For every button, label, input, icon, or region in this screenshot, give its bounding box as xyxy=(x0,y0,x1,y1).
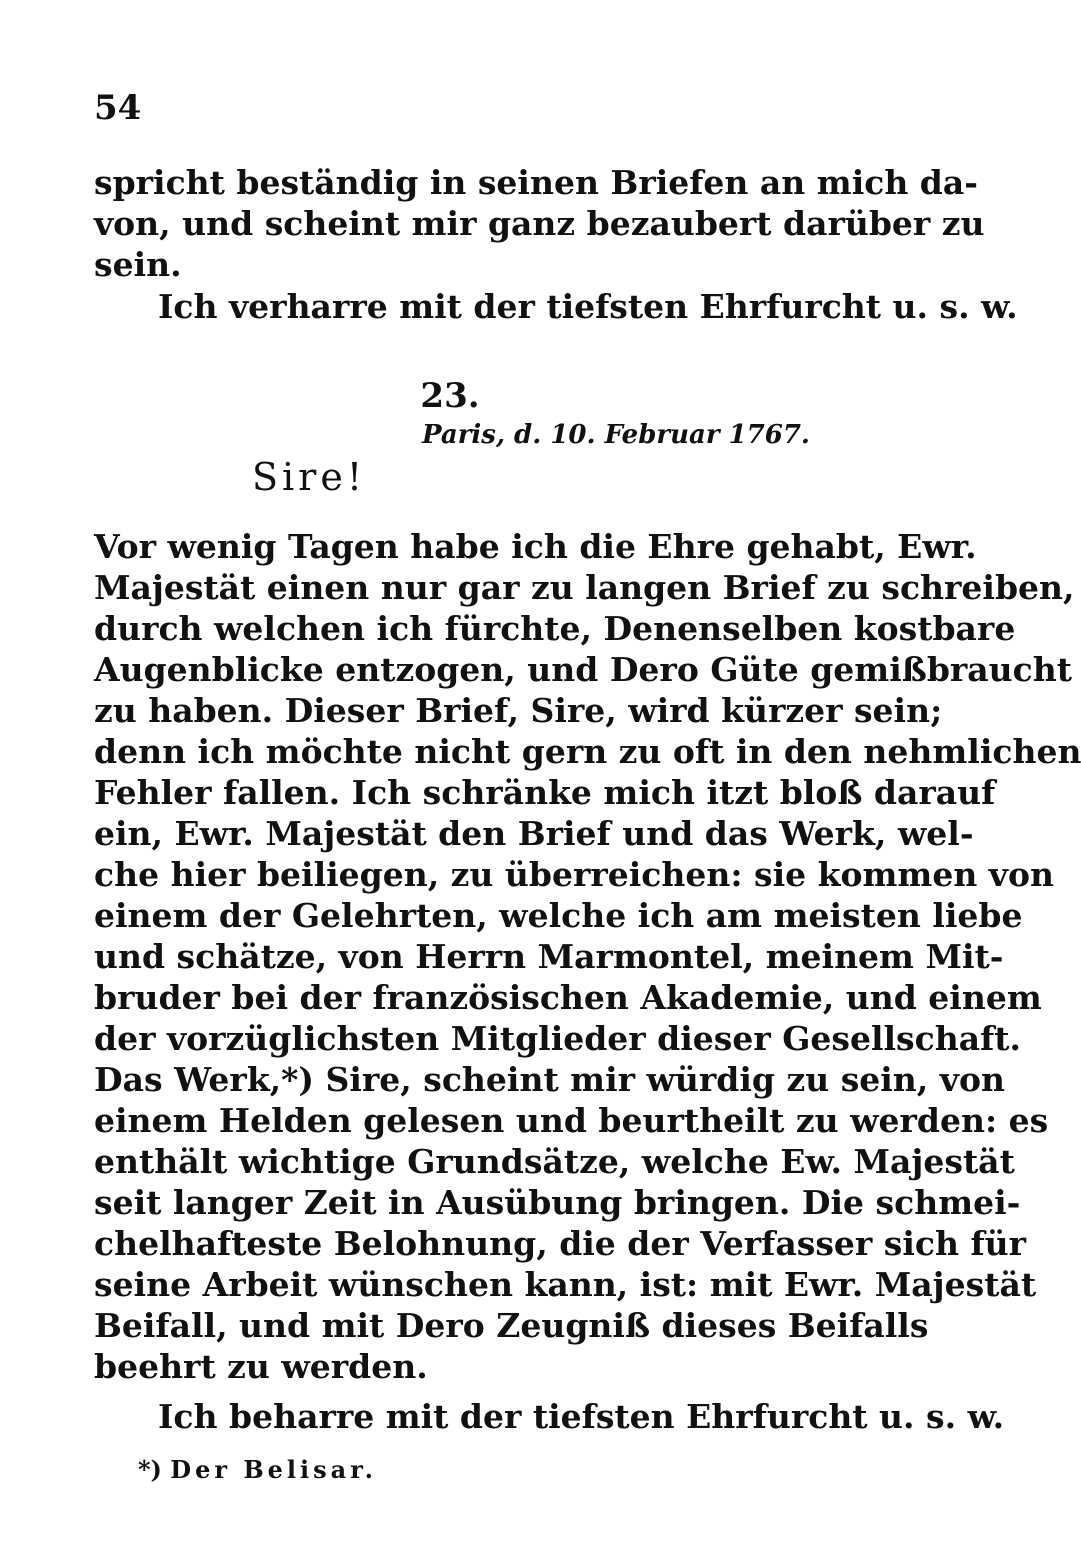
text-line: enthält wichtige Grundsätze, welche Ew. Majestät xyxy=(94,1142,1015,1181)
text-line: durch welchen ich fürchte, Denenselben kostbare xyxy=(94,609,1016,648)
text-line: sein. xyxy=(94,245,182,284)
text-line: und schätze, von Herrn Marmontel, meinem Mit- xyxy=(94,937,1004,976)
text-line: denn ich möchte nicht gern zu oft in den nehmlichen xyxy=(94,732,1081,771)
closing-line: Ich verharre mit der tiefsten Ehrfurcht u. s. w. xyxy=(158,287,1018,326)
text-line: Fehler fallen. Ich schränke mich itzt bloß darauf xyxy=(94,773,996,812)
text-line: bruder bei der französischen Akademie, und einem xyxy=(94,978,1042,1017)
text-line: seit langer Zeit in Ausübung bringen. Die schmei- xyxy=(94,1183,1021,1222)
footnote-marker: *) xyxy=(138,1455,162,1484)
text-line: Augenblicke entzogen, und Dero Güte gemißbraucht xyxy=(94,650,1072,689)
closing-line: Ich beharre mit der tiefsten Ehrfurcht u. s. w. xyxy=(158,1397,1005,1436)
footnote xyxy=(138,1455,377,1484)
text-line: einem Helden gelesen und beurtheilt zu werden: es xyxy=(94,1101,1049,1140)
letter-number: 23. xyxy=(420,376,480,416)
text-line: zu haben. Dieser Brief, Sire, wird kürzer sein; xyxy=(94,691,943,730)
text-line: seine Arbeit wünschen kann, ist: mit Ewr. Majestät xyxy=(94,1265,1037,1304)
dateline: Paris, d. 10. Februar 1767. xyxy=(422,420,810,450)
footnote-text: Der Belisar. xyxy=(170,1455,377,1484)
page-number: 54 xyxy=(94,88,142,128)
text-line: Majestät einen nur gar zu langen Brief zu schreiben, xyxy=(94,568,1075,607)
text-line: ein, Ewr. Majestät den Brief und das Werk, wel- xyxy=(94,814,974,853)
text-line: Beifall, und mit Dero Zeugniß dieses Beifalls xyxy=(94,1306,929,1345)
text-line: Das Werk,*) Sire, scheint mir würdig zu sein, von xyxy=(94,1060,1005,1099)
text-line: der vorzüglichsten Mitglieder dieser Gesellschaft. xyxy=(94,1019,1022,1058)
text-line: che hier beiliegen, zu überreichen: sie kommen von xyxy=(94,855,1054,894)
text-line: chelhafteste Belohnung, die der Verfasser sich für xyxy=(94,1224,1027,1263)
text-line: beehrt zu werden. xyxy=(94,1347,428,1386)
text-line: spricht beständig in seinen Briefen an mich da- xyxy=(94,163,978,202)
salutation: Sire! xyxy=(252,455,367,499)
text-line: einem der Gelehrten, welche ich am meisten liebe xyxy=(94,896,1023,935)
text-line: Vor wenig Tagen habe ich die Ehre gehabt, Ewr. xyxy=(94,527,977,566)
text-line: von, und scheint mir ganz bezaubert darüber zu xyxy=(94,204,985,243)
